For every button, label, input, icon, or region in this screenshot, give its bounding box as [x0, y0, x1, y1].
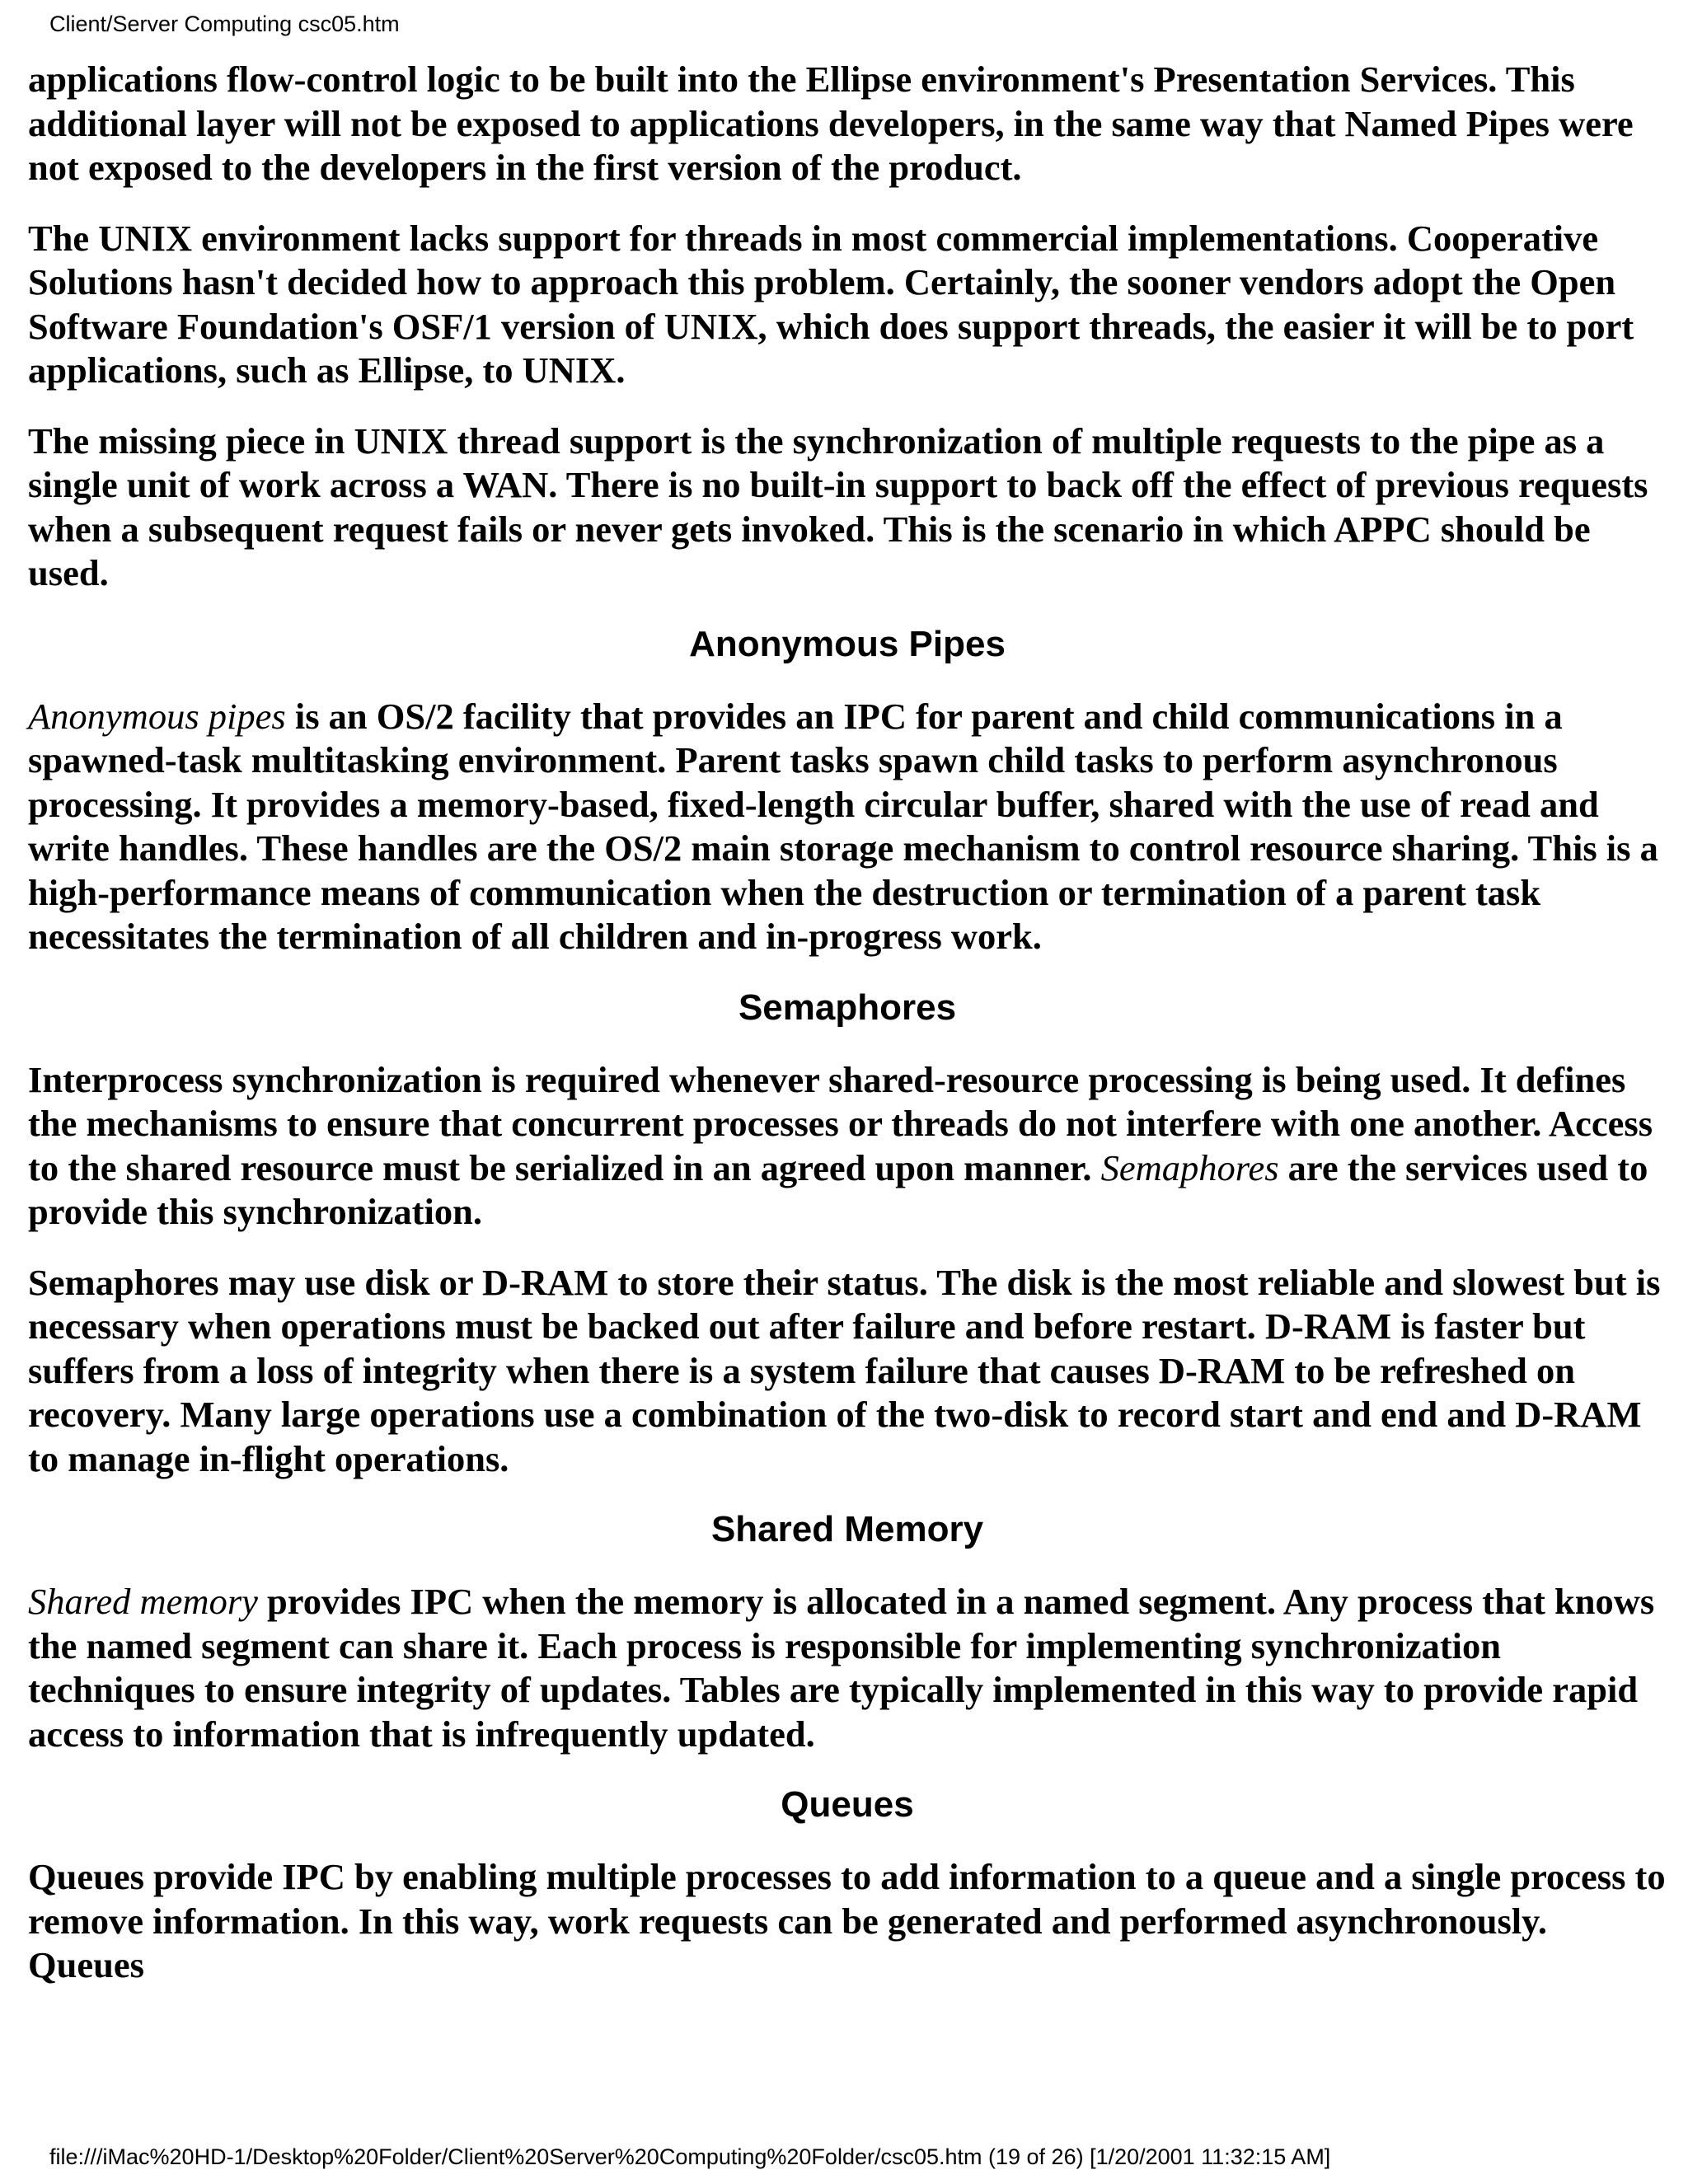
paragraph-missing-piece: The missing piece in UNIX thread support is the synchronization of multiple requests to the pipe as a single unit of work across a WAN. There is no built-in support to back off the effect of previous requests when a subsequent request fails or never gets invoked. This is the scenario in which APPC should be used.: [28, 419, 1648, 593]
term-semaphores: Semaphores: [1100, 1146, 1279, 1188]
paragraph-anonymous-pipes: [28, 695, 1667, 959]
paragraph-shared-memory: [28, 1580, 1667, 1756]
paragraph-unix-threads: The UNIX environment lacks support for threads in most commercial implementations. Cooperative Solutions hasn't decided how to approach this problem. Certainly, the sooner vendors adopt the Open Software Foundation's OSF/1 version of UNIX, which does support threads, the easier it will be to port applications, such as Ellipse, to UNIX.: [28, 217, 1634, 391]
paragraph-interprocess-sync: [28, 1058, 1667, 1235]
term-shared-memory: Shared memory: [28, 1581, 258, 1622]
document-body: [28, 58, 1667, 2014]
term-anonymous-pipes: Anonymous pipes: [28, 695, 286, 737]
paragraph-interprocess-sync-end: are the services used to provide this synchronization.: [28, 1146, 1648, 1232]
paragraph-semaphore-storage: Semaphores may use disk or D-RAM to store their status. The disk is the most reliable and slowest but is necessary when operations must be backed out after failure and before restart. D-RAM is faster but suffers from a loss of integrity when there is a system failure that causes D-RAM to be refreshed on recovery. Many large operations use a combination of the two-disk to record start and end and D-RAM to manage in-flight operations.: [28, 1261, 1661, 1479]
paragraph-presentation-services: applications flow-control logic to be built into the Ellipse environment's Presentation Services. This additional layer will not be exposed to applications developers, in the same way that Named Pipes were not exposed to the developers in the first version of the product.: [28, 59, 1634, 188]
paragraph-shared-memory-text: provides IPC when the memory is allocated in a named segment. Any process that knows the named segment can share it. Each process is responsible for implementing synchronization techniques to ensure integrity of updates. Tables are typically implemented in this way to provide rapid access to information that is infrequently updated.: [28, 1581, 1655, 1755]
page-header: Client/Server Computing csc05.htm: [49, 12, 400, 36]
paragraph-anonymous-pipes-text: is an OS/2 facility that provides an IPC for parent and child communications in a spawned-task multitasking environment. Parent tasks spawn child tasks to perform asynchronous processing. It provides a memory-based, fixed-length circular buffer, shared with the use of read and write handles. These handles are the OS/2 main storage mechanism to control resource sharing. This is a high-performance means of communication when the destruction or termination of a parent task necessitates the termination of all children and in-progress work.: [28, 695, 1658, 957]
paragraph-interprocess-sync-start: Interprocess synchronization is required whenever shared-resource processing is being used. It defines the mechanisms to ensure that concurrent processes or threads do not interfere with one another. Access to the shared resource must be serialized in an agreed upon manner.: [28, 1058, 1653, 1188]
paragraph-queues: Queues provide IPC by enabling multiple processes to add information to a queue and a single process to remove information. In this way, work requests can be generated and performed asynchronously. Queues: [28, 1856, 1666, 1985]
heading-queues: Queues: [781, 1784, 914, 1825]
page-footer-url: file:///iMac%20HD-1/Desktop%20Folder/Client%20Server%20Computing%20Folder/csc05.htm (19 of 26) [1/20/2001 11:32:15 AM]: [49, 2144, 1331, 2169]
heading-anonymous-pipes: Anonymous Pipes: [689, 623, 1006, 664]
heading-semaphores: Semaphores: [738, 987, 957, 1028]
heading-shared-memory: Shared Memory: [710, 1509, 984, 1549]
